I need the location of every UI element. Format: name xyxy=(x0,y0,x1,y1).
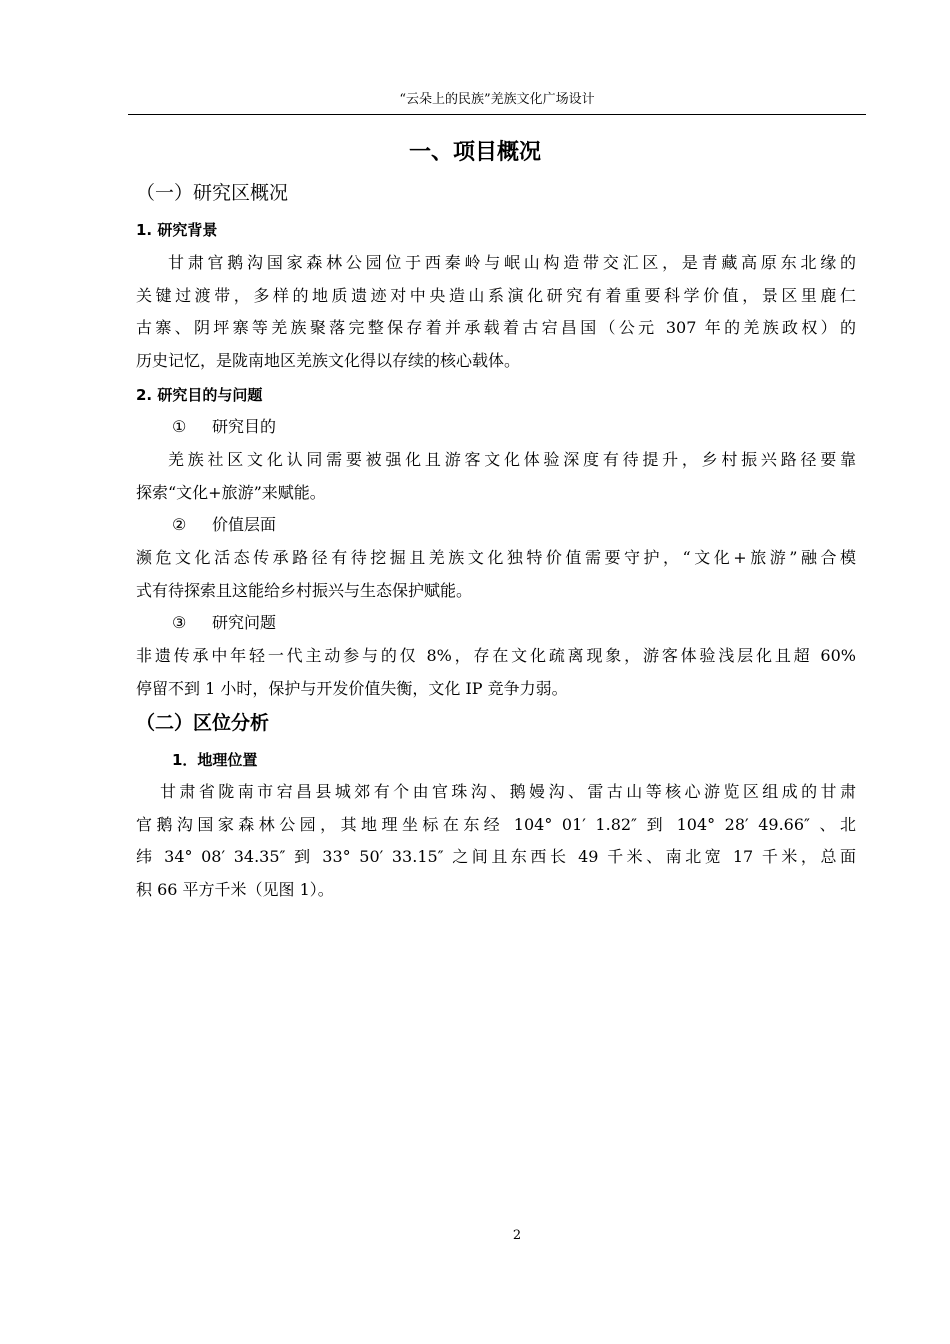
subsection-heading-location: 1．地理位置 xyxy=(172,751,258,769)
text-line: 古寨、阴坪寨等羌族聚落完整保存着并承载着古宕昌国（公元 307 年的羌族政权）的 xyxy=(136,318,856,337)
paragraph-questions xyxy=(136,640,856,705)
list-marker: ① xyxy=(172,417,187,436)
list-label: 价值层面 xyxy=(212,515,277,534)
list-item-value xyxy=(172,513,276,537)
subsection-heading-background: 1. 研究背景 xyxy=(136,221,218,239)
text-line: 甘肃省陇南市宕昌县城郊有个由官珠沟、鹅嫚沟、雷古山等核心游览区组成的甘肃 xyxy=(160,782,856,801)
text-line: 官鹅沟国家森林公园，其地理坐标在东经 104° 01′ 1.82″ 到 104° 28′ 49.66″ 、北 xyxy=(136,814,856,834)
subsection-heading-purpose: 2. 研究目的与问题 xyxy=(136,386,263,404)
paragraph-background xyxy=(136,247,856,377)
section-heading-2: （二）区位分析 xyxy=(136,712,270,734)
text-line: 积 66 平方千米（见图 1）。 xyxy=(136,879,334,899)
text-line: 关键过渡带，多样的地质遗迹对中央造山系演化研究有着重要科学价值，景区里鹿仁 xyxy=(136,285,856,305)
paragraph-purpose xyxy=(136,444,856,509)
text-line: 式有待探索且这能给乡村振兴与生态保护赋能。 xyxy=(136,580,473,600)
section-heading-1: （一）研究区概况 xyxy=(136,182,289,204)
page-number: 2 xyxy=(512,1228,522,1243)
text-line: 停留不到 1 小时，保护与开发价值失衡，文化 IP 竞争力弱。 xyxy=(136,678,568,698)
text-line: 濒危文化活态传承路径有待挖掘且羌族文化独特价值需要守护，“文化+旅游”融合模 xyxy=(136,548,856,567)
text-line: 羌族社区文化认同需要被强化且游客文化体验深度有待提升，乡村振兴路径要靠 xyxy=(168,450,856,469)
header-rule xyxy=(128,114,866,115)
list-label: 研究问题 xyxy=(212,613,277,632)
running-header: “云朵上的民族”羌族文化广场设计 xyxy=(399,92,595,107)
text-line: 探索“文化+旅游”来赋能。 xyxy=(136,482,326,502)
text-line: 纬 34° 08′ 34.35″ 到 33° 50′ 33.15″ 之间且东西长 49 千米、南北宽 17 千米，总面 xyxy=(136,847,856,866)
text-line: 甘肃官鹅沟国家森林公园位于西秦岭与岷山构造带交汇区，是青藏高原东北缘的 xyxy=(168,253,856,272)
list-item-questions xyxy=(172,611,276,635)
list-marker: ③ xyxy=(172,613,187,632)
text-line: 非遗传承中年轻一代主动参与的仅 8%，存在文化疏离现象，游客体验浅层化且超 60% xyxy=(136,646,856,665)
text-line: 历史记忆，是陇南地区羌族文化得以存续的核心载体。 xyxy=(136,350,521,370)
list-label: 研究目的 xyxy=(212,417,277,436)
paragraph-value xyxy=(136,542,856,607)
list-marker: ② xyxy=(172,515,187,534)
chapter-title: 一、项目概况 xyxy=(408,140,541,165)
list-item-purpose xyxy=(172,415,276,439)
paragraph-location xyxy=(136,776,856,906)
